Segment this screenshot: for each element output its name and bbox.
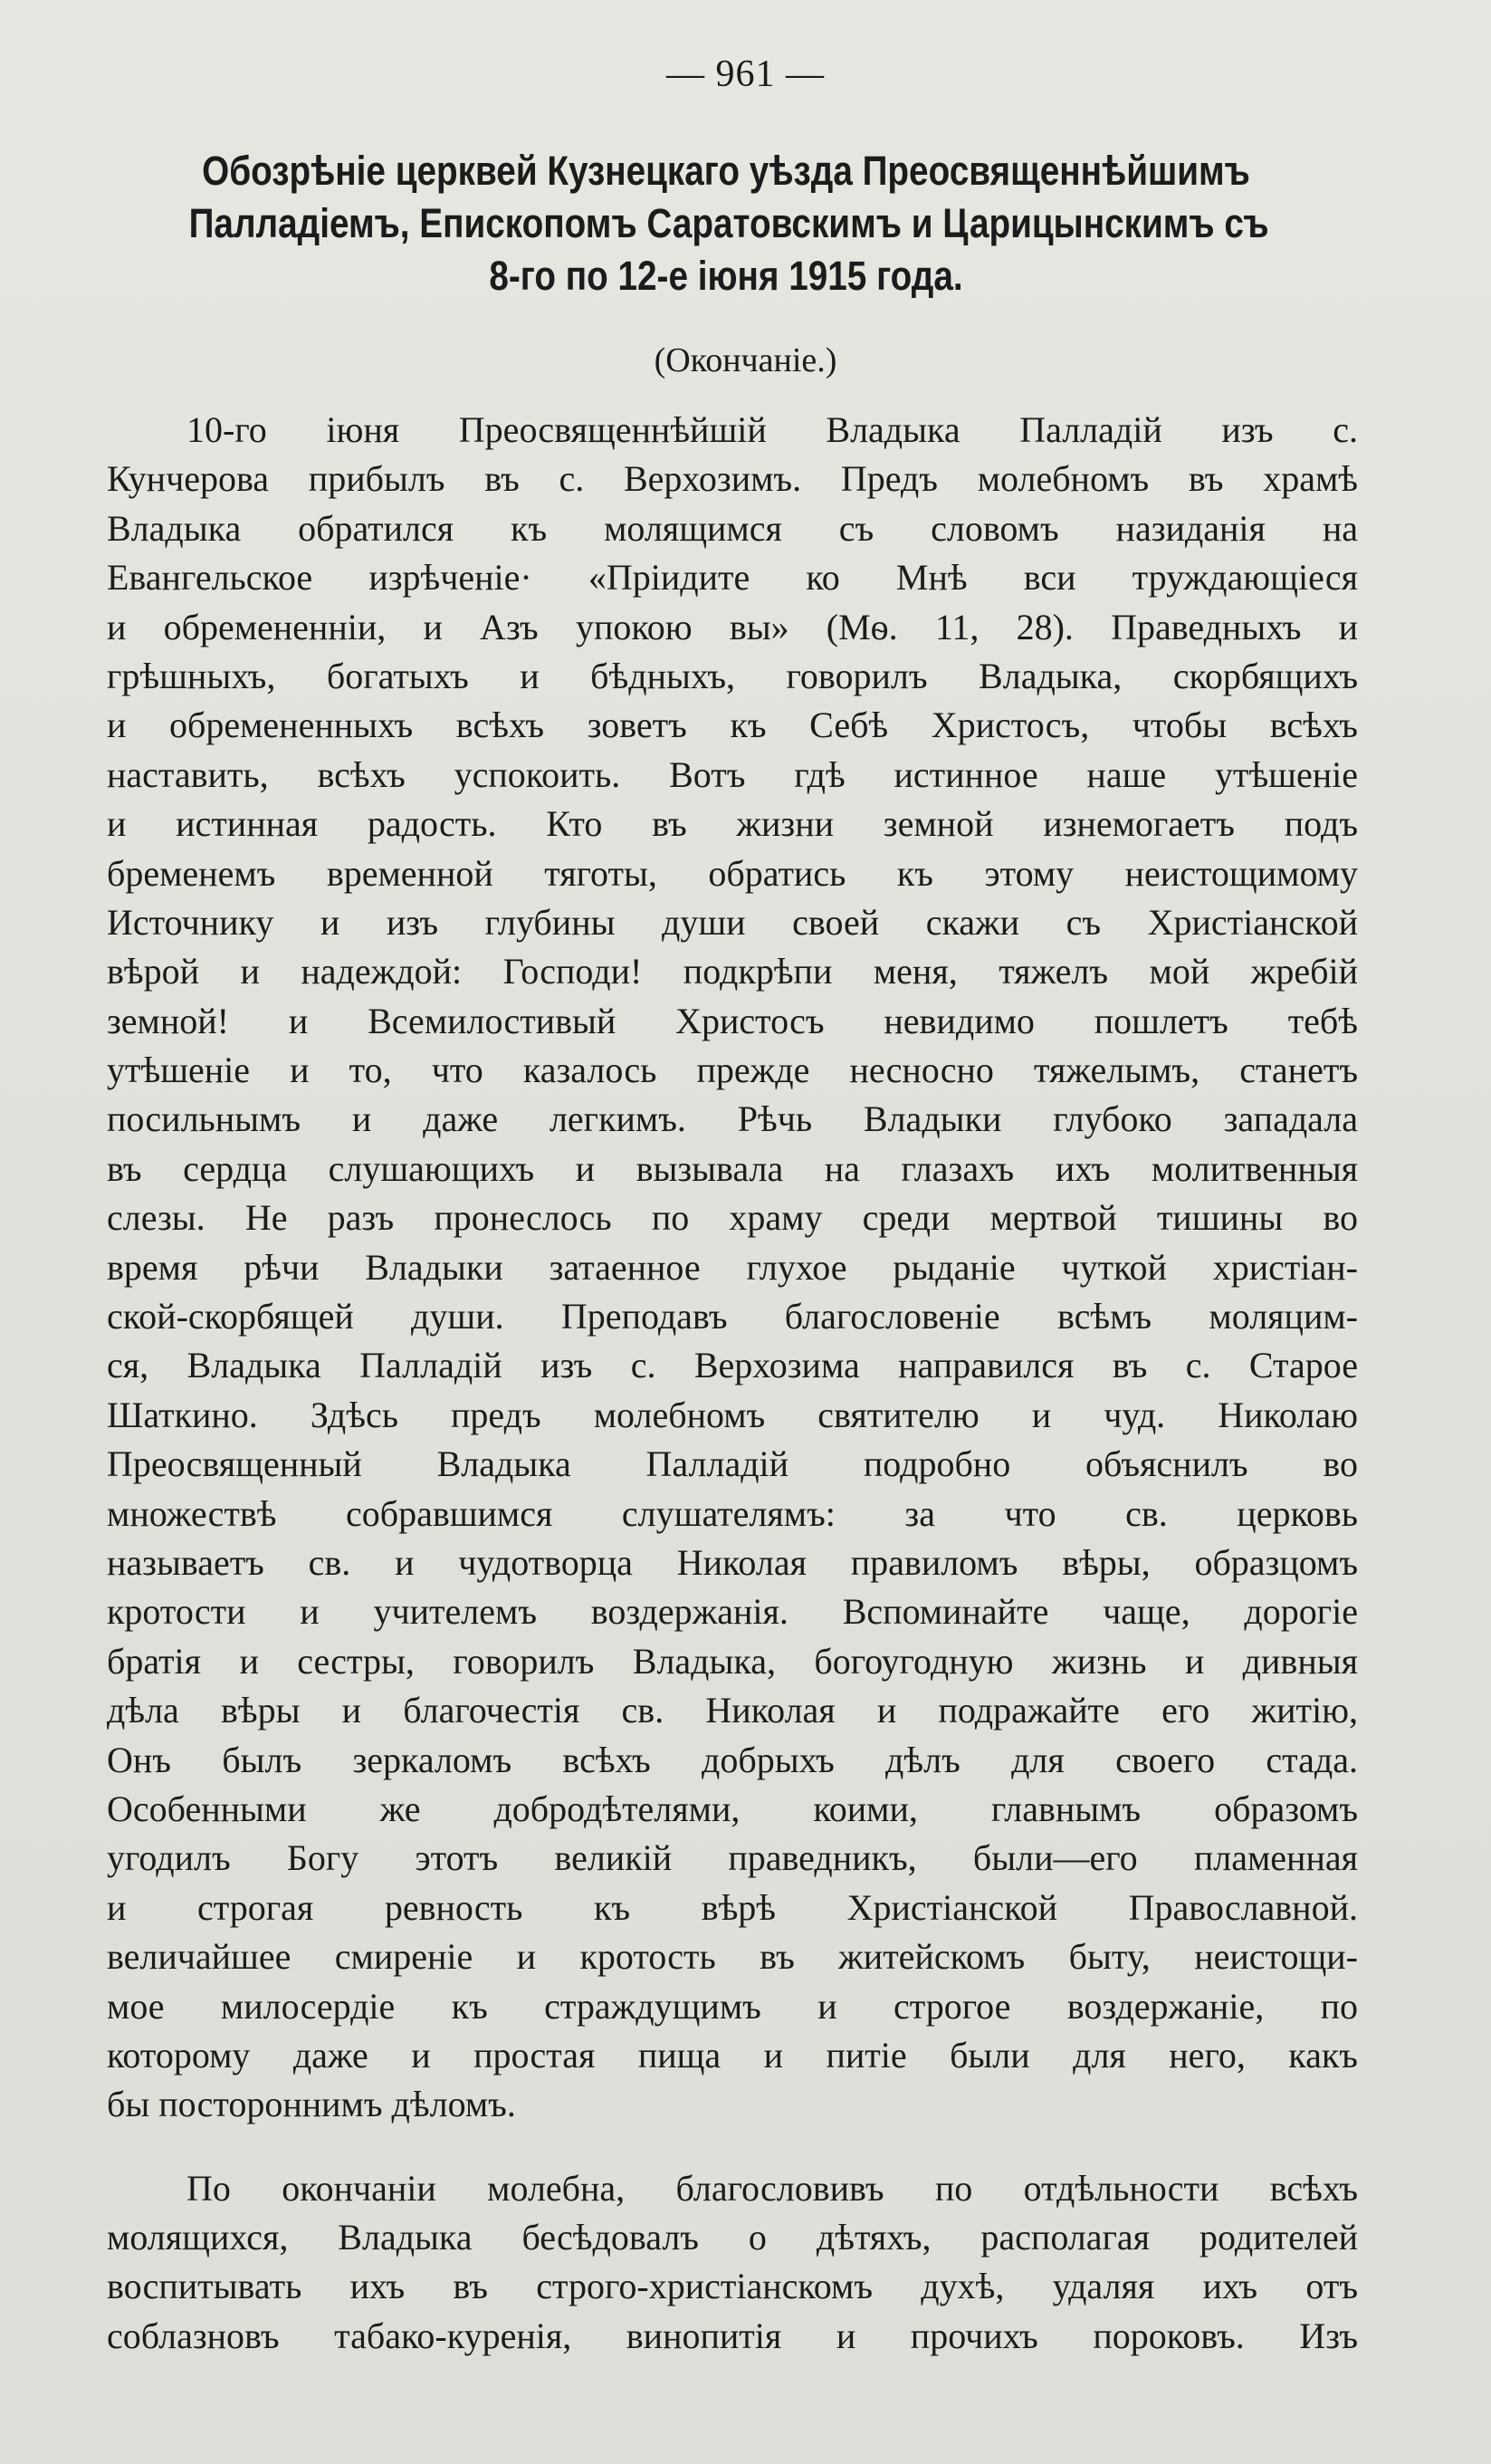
text-line: воспитывать ихъ въ строго-христіанскомъ духѣ, удаляя ихъ отъ [107, 2266, 1358, 2307]
article-title [188, 145, 1269, 302]
text-line: которому даже и простая пища и питіе были для него, какъ [107, 2034, 1358, 2076]
text-line: называетъ св. и чудотворца Николая правиломъ вѣры, образцомъ [107, 1541, 1358, 1583]
text-line: и обремененныхъ всѣхъ зоветъ къ Себѣ Христосъ, чтобы всѣхъ [107, 705, 1358, 746]
paragraph-gap [107, 2130, 1358, 2164]
paragraph-2 [107, 2164, 1358, 2362]
page-number: — 961 — [666, 53, 825, 95]
text-line: время рѣчи Владыки затаенное глухое рыданіе чуткой христіан- [107, 1246, 1358, 1288]
text-line: и истинная радость. Кто въ жизни земной изнемогаетъ подъ [107, 803, 1358, 845]
text-line: бы постороннимъ дѣломъ. [107, 2084, 516, 2125]
text-line: Шаткино. Здѣсь предъ молебномъ святителю и чуд. Николаю [107, 1394, 1358, 1435]
text-line: Кунчерова прибылъ въ с. Верхозимъ. Предъ молебномъ въ храмѣ [107, 458, 1358, 500]
text-line: вѣрой и надеждой: Господи! подкрѣпи меня, тяжелъ мой жребій [107, 951, 1358, 992]
text-line: ся, Владыка Палладій изъ с. Верхозима направился въ с. Старое [107, 1345, 1358, 1386]
text-line: утѣшеніе и то, что казалось прежде несносно тяжелымъ, станетъ [107, 1050, 1358, 1091]
text-line: угодилъ Богу этотъ великій праведникъ, были—его пламенная [107, 1837, 1358, 1879]
text-line: бременемъ временной тяготы, обратись къ этому неистощимому [107, 852, 1358, 894]
text-line: Особенными же добродѣтелями, коими, главнымъ образомъ [107, 1788, 1358, 1829]
text-line: братія и сестры, говорилъ Владыка, богоугодную жизнь и дивныя [107, 1640, 1358, 1682]
text-line: Владыка обратился къ молящимся съ словомъ назиданія на [107, 507, 1358, 549]
text-line: и строгая ревность къ вѣрѣ Христіанской Православной. [107, 1886, 1358, 1928]
text-line: множествѣ собравшимся слушателямъ: за что св. церковь [107, 1492, 1358, 1534]
text-line: 10-го іюня Преосвященнѣйшій Владыка Палладій изъ с. [186, 409, 1358, 450]
title-line: Палладіемъ, Епископомъ Саратовскимъ и Царицынскимъ съ [188, 200, 1269, 246]
text-line: кротости и учителемъ воздержанія. Вспоминайте чаще, дорогіе [107, 1591, 1358, 1633]
text-line: Преосвященный Владыка Палладій подробно объяснилъ во [107, 1443, 1358, 1485]
text-line: Онъ былъ зеркаломъ всѣхъ добрыхъ дѣлъ для своего стада. [107, 1739, 1358, 1780]
text-line: ской-скорбящей души. Преподавъ благословеніе всѣмъ моляцим- [107, 1296, 1358, 1337]
text-line: соблазновъ табако-куренія, винопитія и прочихъ пороковъ. Изъ [107, 2315, 1358, 2356]
article-body [107, 406, 1358, 2361]
text-line: Евангельское изрѣченіе· «Пріидите ко Мнѣ вси труждающіеся [107, 557, 1358, 599]
text-line: грѣшныхъ, богатыхъ и бѣдныхъ, говорилъ Владыка, скорбящихъ [107, 655, 1358, 696]
text-line: Источнику и изъ глубины души своей скажи съ Христіанской [107, 901, 1358, 943]
text-line: мое милосердіе къ страждущимъ и строгое воздержаніе, по [107, 1985, 1358, 2027]
text-line: и обремененніи, и Азъ упокою вы» (Мѳ. 11, 28). Праведныхъ и [107, 606, 1358, 647]
text-line: слезы. Не разъ пронеслось по храму среди мертвой тишины во [107, 1197, 1358, 1239]
title-line: Обозрѣніе церквей Кузнецкаго уѣзда Преосвященнѣйшимъ [202, 148, 1250, 194]
text-line: въ сердца слушающихъ и вызывала на глазахъ ихъ молитвенныя [107, 1147, 1358, 1189]
article-subtitle: (Окончаніе.) [654, 341, 837, 379]
text-line: величайшее смиреніе и кротость въ житейскомъ быту, неистощи- [107, 1936, 1358, 1978]
text-line: молящихся, Владыка бесѣдовалъ о дѣтяхъ, располагая родителей [107, 2217, 1358, 2258]
text-line: посильнымъ и даже легкимъ. Рѣчь Владыки глубоко западала [107, 1098, 1358, 1140]
title-line: 8-го по 12-е іюня 1915 года. [489, 253, 963, 299]
text-line: дѣла вѣры и благочестія св. Николая и подражайте его житію, [107, 1690, 1358, 1731]
text-line: По окончаніи молебна, благословивъ по отдѣльности всѣхъ [186, 2167, 1358, 2209]
paragraph-1 [107, 406, 1358, 2130]
text-line: наставить, всѣхъ успокоить. Вотъ гдѣ истинное наше утѣшеніе [107, 753, 1358, 795]
text-line: земной! и Всемилостивый Христосъ невидимо пошлетъ тебѣ [107, 1000, 1358, 1041]
